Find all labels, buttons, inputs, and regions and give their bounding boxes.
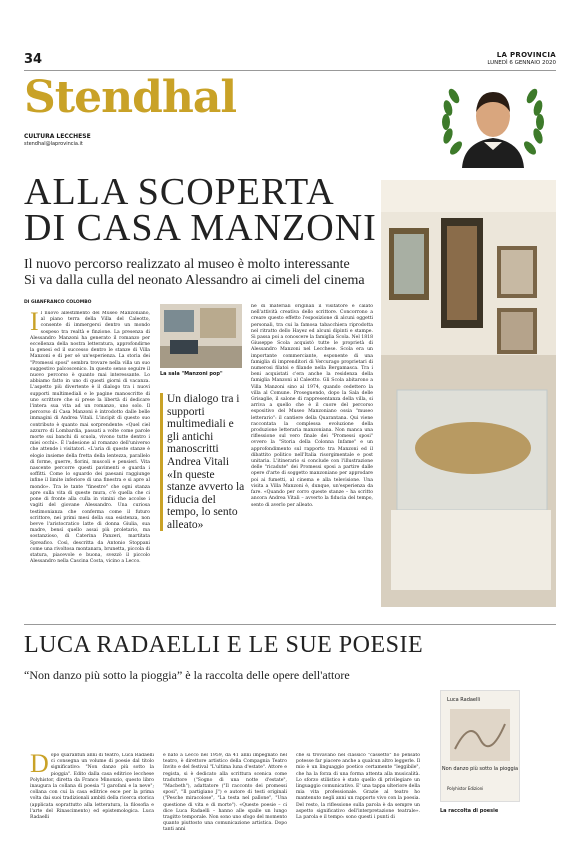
article1-col1-text: l nuovo allestimento del Museo Manzoniano, al piano terra della Villa del Caleotto, consente di immergersi dentro un mondo sospeso tra realtà e finzione. La presenza di Alessandro Manzoni ha generato il romanzo per eccellenza della nostra letteratura, approfondirne la genesi ed il successo dentro le stanze di Villa Manzoni e di per sé un'esperienza. La storia dei "Promessi sposi" sembra trovare nella villa un suo suggestivo palcoscenico. In questo senso seguire il nuovo percorso è quanto mai interessante. Lo abbiamo fatto in uno di questi giorni di vacanza. L'aspetto più divertente è il dialogo tra i nuovi supporti multimediali e le pagine manoscritte di uno scrittore che si prese la libertà di dedicare l'intera sua vita ad un romanzo, uno solo. Il percorso di Casa Manzoni è introdotto dalle belle immagini di Andrea Vitali. L'incipit di questo suo contributo è quanto mai sorprendente: «Quel ciel azzurro di Lombardia, passati a volte come parole morte sui banchi di scuola, vivono tutte dentro i miei occhi». È l'adesione al romanzo dell'universo che attende i visitatori. «L'aria di queste stanze è elogio insieme della fretta della lentezza, parallelo di forme, guerre, fiorini, muscoli e pensieri. Vita nascente percorre questi pavimenti e guarda i soffitti. Come lo sguardo dei paesani raggiunge infine il limite inferiore di una finestra e si apre al mondo». Tra le tante "finestre" che ogni stanza apre sulla vita di queste mura, c'è quella che ci pone di fronte alla culla in vimini che accolse i vagiti del giovane Alessandro. Una curiosa testimonianza che conferma come il futuro scrittore, nei primi mesi della sua esistenza, non bevve l'aristocratico latte di donna Giulia, sua madre, bensì quello assai più proletario, ma sostanzioso, di Caterina Panzeri, martitata Spreafico. Così, descritta da Antonio Stoppani come una rivoltosa montanara, brunetta, piccola di statura, piacevole e buona, svezzò il piccolo Alessandro nella Cascina Costa, vicino a Lecco. bbox=[30, 311, 150, 565]
page-number: 34 bbox=[24, 52, 43, 67]
pull-quote-1: Un dialogo tra i supporti multimediali e gli antichi manoscritti bbox=[160, 393, 246, 456]
headline-line2: DI CASA MANZONI bbox=[24, 207, 377, 249]
standfirst-line2: Si va dalla culla del neonato Alessandro ai cimeli del cinema bbox=[24, 273, 365, 288]
newspaper-name: LA PROVINCIA bbox=[496, 51, 556, 59]
book-author: Luca Radaelli bbox=[447, 697, 481, 703]
article1-column3: ne di materiali originali il visitatore è calato nell'attività creativa dello scrittore. Concorrono a creare questo effetto l'esposizione di alcuni oggetti personali, tra cui la famosa tabacchiera riprodotta nel ritratto dello Hayez ed alcuni dipinti e stampe. Si passa poi a conoscere la famiglia Scola. Nel 1818 Giuseppe Scola acquistò tutte le proprietà di Alessandro Manzoni nel Lecchese. Scola era un importante commerciante, esponente di una famiglia di imprenditori di Vercurago proprietari di numerosi filatoi e filande nella Bergamasca. Tra i beni acquistati c'era anche la residenza della famiglia Manzoni al Caleotto. Gli Scola abitarono a Villa Manzoni sino al 1974, quando cedettero la villa al Comune. Proseguendo, dopo la Sala delle Grisaglie, il salone di rappresentanza della villa, si arriva a quello che è il cuore del percorso espositivo del Museo Manzoniano ossia "museo letterario": il cantiere della Quarantana. Qui viene raccontata la complessa evoluzione della produzione letteraria manzoniana. Non manca una riflessione sul vero finale dei "Promessi sposi" ovvero la "Storia della Colonna Infame" e un approfondimento sul rapporto tra Manzoni ed il dibattito politico nell'Italia risorgimentale e post unitaria. L'itinerario si conclude con l'illustrazione delle "ricadute" dei Promessi sposi a partire dalle opere d'arte di soggetto manzoniano per approdare poi ai fumetti, al cinema e alla televisione. Una visita a Villa Manzoni è, dunque, un'esperienza da fare. «Quando per corro queste stanze – ha scritto ancora Andrea Vitali – avverto la fiducia del tempo, sento di averlo per alleato. bbox=[251, 304, 373, 508]
article1-headline bbox=[24, 171, 377, 249]
book-cover-art bbox=[450, 709, 510, 761]
book-title: Non danzo più sotto la pioggia bbox=[441, 766, 519, 772]
section-email[interactable]: stendhal@laprovincia.it bbox=[24, 141, 83, 147]
masthead bbox=[487, 51, 556, 66]
article2-headline: LUCA RADAELLI E LE SUE POESIE bbox=[24, 632, 424, 658]
stendhal-portrait-logo bbox=[432, 76, 554, 168]
article2-standfirst: “Non danzo più sotto la pioggia” è la raccolta delle opere dell'attore bbox=[24, 668, 350, 682]
headline-line1: ALLA SCOPERTA bbox=[24, 171, 335, 213]
pull-quote-2-name: Andrea Vitali bbox=[167, 456, 230, 468]
article2-col1-text: opo quarantun anni di teatro, Luca Radaelli ci consegna un volume di poesie dal titolo significativo: "Non danzo più sotto la pioggia". Edito dalla casa editrice lecchese Polyhistor, diretta da Franco Minonzio, questo libro inaugura la collana di poesia "I garofani e la neve"; collana con cui la casa editrice esce per la prima volta dai suoi tradizionali ambiti della ricerca storica (applicata soprattutto alla letteratura, la filosofia e l'arte del Rinascimento) ed epistemologica. Luca Radaelli bbox=[30, 753, 154, 821]
article1-column1 bbox=[30, 311, 150, 629]
article2-column2: è nato a Lecco nel 1959, da 41 anni impegnato nel teatro, è direttore artistico della Compagnia Teatro Invito e del festival "L'ultima luna d'estate". Attore e regista, si è dedicato alla scrittura scenica come traduttore ("Sogno di una notte d'estate", "Macbeth"), adattatore ("Il racconto dei promessi sposi", "Il partigiano J") e autore di testi originali ("Pesche miracolose", "La testa nel pallone", "Una questione di vita e di morte"). «Queste poesie – ci dice Luca Radaelli – hanno alle spalle un lungo tragitto temporale. Non sono uno sfogo del momento quanto piuttosto una comunicazione artistica. Dopo tanti anni bbox=[163, 753, 287, 833]
book-caption: La raccolta di poesie bbox=[440, 808, 499, 814]
byline: DI GIANFRANCO COLOMBO bbox=[24, 300, 92, 305]
article1-standfirst bbox=[24, 257, 374, 289]
book-publisher: Polyhistor Edizioni bbox=[447, 786, 484, 791]
article2-column3: che si trovavano nel classico "cassetto" ho pensato potesse far piacere anche a qualcun altro leggerle. Il mio è un linguaggio poetico certamente "leggibile", che ha la forza di una forma attenta alla musicalità. Lo sforzo stilistico è stato quello di privilegiare un linguaggio comunicativo. E' una tappa ulteriore della mia vita professionale. Grazie al teatro ho mantenuto negli anni un rapporto vivo con la poesia. Del resto, la riflessione sulla parola è da sempre un aspetto significativo dell'interpretazione teatrale». La parola e il tempo: sono questi i punti di bbox=[296, 753, 420, 821]
photo1-caption: La sala "Manzoni pop" bbox=[160, 371, 223, 377]
section-title: Stendhal bbox=[24, 72, 237, 123]
pull-quote-2-text: «In queste stanze avverto la fiducia del tempo, lo sento alleato» bbox=[167, 468, 245, 531]
book-cover bbox=[440, 690, 520, 802]
section-subtitle: CULTURA LECCHESE bbox=[24, 133, 91, 140]
article2-column1 bbox=[30, 753, 154, 843]
standfirst-line1: Il nuovo percorso realizzato al museo è molto interessante bbox=[24, 257, 350, 272]
article-separator bbox=[24, 624, 556, 625]
issue-date: LUNEDÌ 6 GENNAIO 2020 bbox=[487, 60, 556, 66]
dropcap-2: D bbox=[30, 753, 49, 778]
museum-room-photo bbox=[381, 180, 556, 607]
header-rule bbox=[24, 70, 556, 71]
dropcap: I bbox=[30, 311, 39, 336]
sala-manzoni-pop-photo bbox=[160, 304, 242, 368]
pull-quote-2 bbox=[160, 456, 246, 531]
